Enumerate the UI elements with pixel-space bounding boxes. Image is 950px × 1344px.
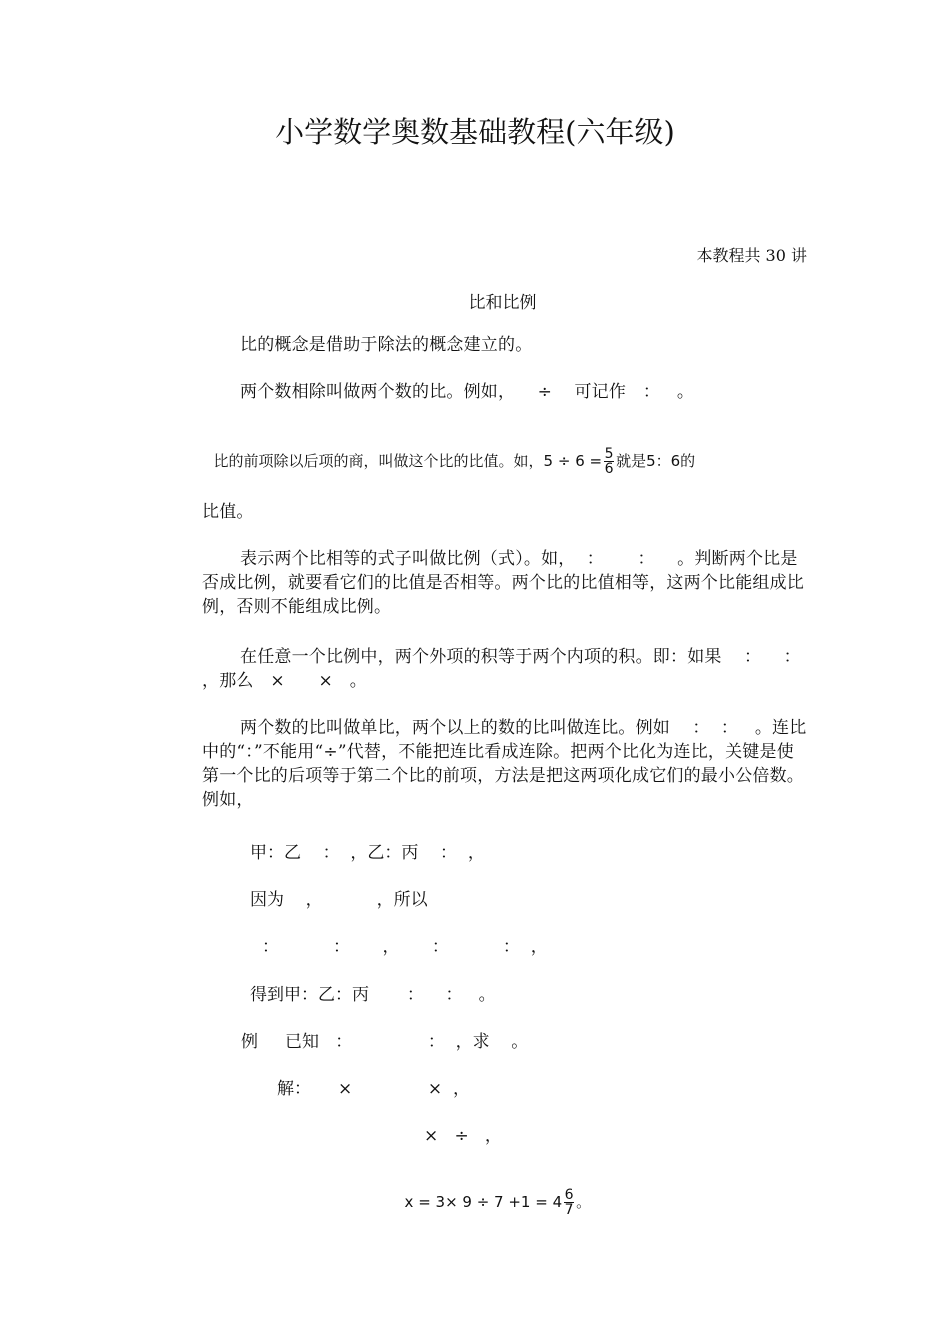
solution-line-2: × ÷ ， [424, 1126, 502, 1146]
paragraph-concept: 比的概念是借助于除法的概念建立的。 [240, 335, 533, 355]
paragraph-ratio-value-end: 比值。 [202, 502, 254, 522]
solution-line-1: 解： × × ， [277, 1079, 470, 1099]
fraction-numerator: 5 [604, 446, 614, 462]
example-line-2: 因为 ， ，所以 [250, 890, 428, 910]
document-title: 小学数学奥数基础教程(六年级) [275, 115, 675, 149]
ratio-value-text-after: 就是5：6的 [616, 452, 696, 470]
example-label: 例 [241, 1032, 258, 1052]
paragraph-proportion: 表示两个比相等的式子叫做比例（式）。如， ： ： 。判断两个比是否成比例，就要看它们的比值是否相等。两个比的比值相等，这两个比能组成比例，否则不能组成比例。 [202, 549, 804, 617]
lecture-count: 本教程共 30 讲 [696, 246, 807, 265]
paragraph-proportion-property: 在任意一个比例中，两个外项的积等于两个内项的积。即：如果 ： ： ，那么 × × 。 [202, 647, 813, 691]
example-line-3: ： ： ， ： ： ， [262, 937, 548, 957]
fraction-denominator: 6 [604, 461, 614, 477]
fraction-5-6 [604, 447, 614, 476]
example-problem: 已知 ： ： ，求 。 [285, 1032, 529, 1052]
example-line-1: 甲：乙 ： ，乙：丙 ： ， [250, 843, 485, 863]
example-line-4: 得到甲：乙：丙 ： ： 。 [250, 985, 496, 1005]
paragraph-ratio-definition: 两个数相除叫做两个数的比。例如， ÷ 可记作 ： 。 [240, 382, 695, 402]
fraction-denominator: 7 [564, 1202, 574, 1218]
section-title: 比和比例 [468, 293, 537, 313]
solution-final-text: x = 3× 9 ÷ 7 +1 = 4 [404, 1193, 563, 1211]
fraction-numerator: 6 [564, 1187, 574, 1203]
fraction-6-7 [564, 1188, 574, 1217]
ratio-value-text: 比的前项除以后项的商，叫做这个比的比值。如，5 ÷ 6 = [213, 452, 603, 470]
solution-final-text-after: 。 [576, 1193, 592, 1211]
solution-final-image-line [395, 1170, 591, 1217]
paragraph-continued-ratio: 两个数的比叫做单比，两个以上的数的比叫做连比。例如 ： ： 。连比中的“：”不能用“÷”代替，不能把连比看成连除。把两个比化为连比，关键是使第一个比的后项等于第二个比的前项，方法是把这两项化成它们的最小公倍数。例如， [202, 718, 807, 810]
ratio-value-image-line [204, 429, 695, 476]
